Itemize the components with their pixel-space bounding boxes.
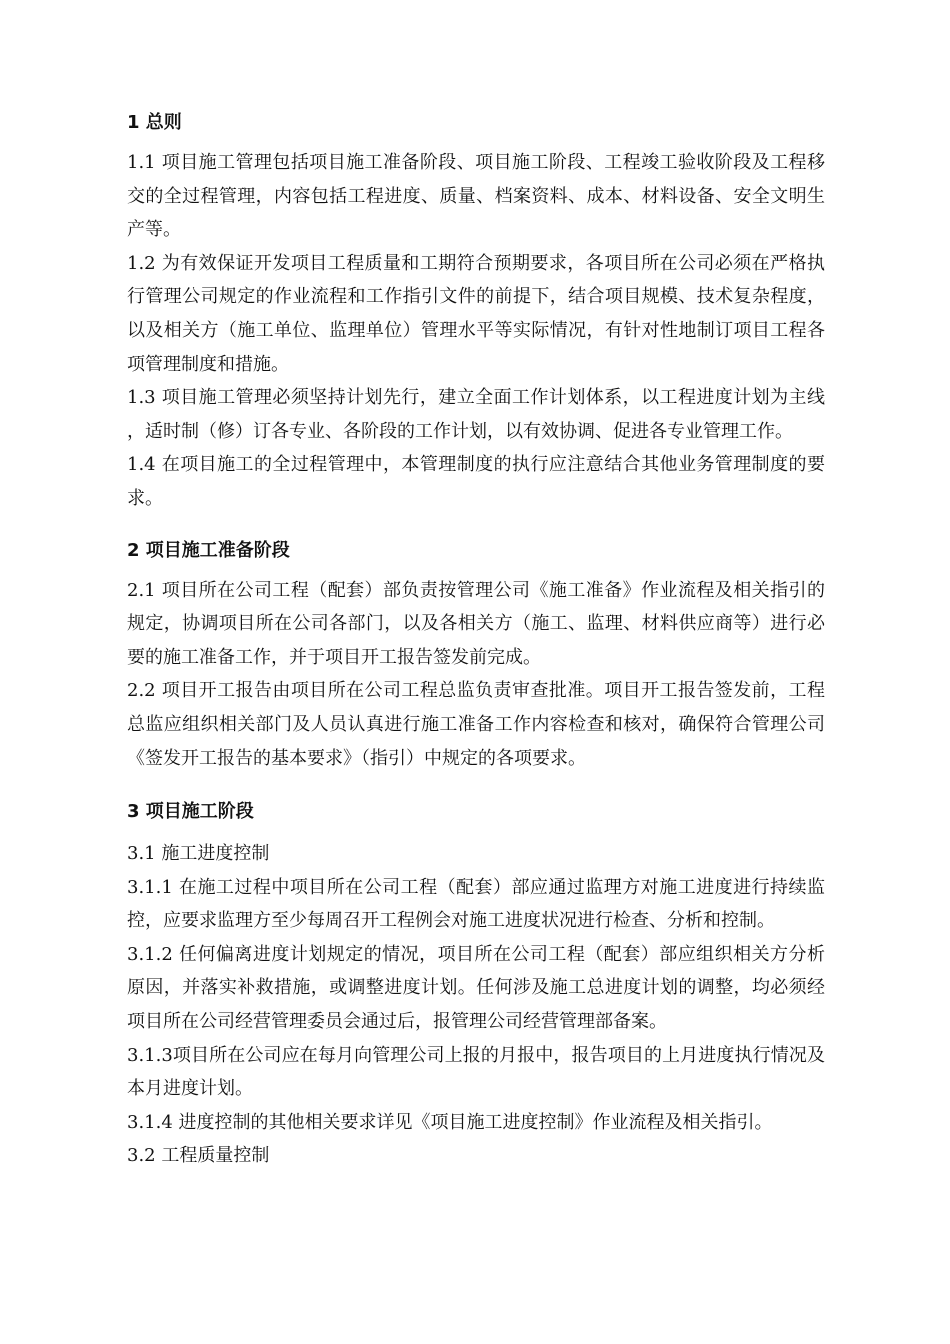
section-heading: 3 项目施工阶段: [127, 801, 254, 823]
subsection-title: 3.2 工程质量控制: [127, 1145, 270, 1167]
section-construction: [127, 795, 825, 1173]
section-heading: 2 项目施工准备阶段: [127, 539, 290, 561]
section-general: [127, 106, 825, 516]
paragraph: 2.2 项目开工报告由项目所在公司工程总监负责审查批准。项目开工报告签发前，工程总监应组织相关部门及人员认真进行施工准备工作内容检查和核对，确保符合管理公司《签发开工报告的基本要求》（指引）中规定的各项要求。: [127, 680, 825, 769]
paragraph: 1.2 为有效保证开发项目工程质量和工期符合预期要求，各项目所在公司必须在严格执行管理公司规定的作业流程和工作指引文件的前提下，结合项目规模、技术复杂程度，以及相关方（施工单位、监理单位）管理水平等实际情况，有针对性地制订项目工程各项管理制度和措施。: [127, 252, 825, 375]
paragraph: 1.4 在项目施工的全过程管理中，本管理制度的执行应注意结合其他业务管理制度的要求。: [127, 454, 825, 509]
paragraph: 3.1.3项目所在公司应在每月向管理公司上报的月报中，报告项目的上月进度执行情况及本月进度计划。: [127, 1044, 825, 1100]
paragraph: 3.1.4 进度控制的其他相关要求详见《项目施工进度控制》作业流程及相关指引。: [127, 1111, 773, 1133]
paragraph: 3.1.2 任何偏离进度计划规定的情况，项目所在公司工程（配套）部应组织相关方分析原因，并落实补救措施，或调整进度计划。任何涉及施工总进度计划的调整，均必须经项目所在公司经营管理委员会通过后，报管理公司经营管理部备案。: [127, 943, 825, 1033]
paragraph: 3.1.1 在施工过程中项目所在公司工程（配套）部应通过监理方对施工进度进行持续监控，应要求监理方至少每周召开工程例会对施工进度状况进行检查、分析和控制。: [127, 876, 825, 932]
section-heading: 1 总则: [127, 112, 182, 133]
section-preparation: [127, 534, 825, 776]
document-body: [127, 106, 825, 1173]
paragraph: 2.1 项目所在公司工程（配套）部负责按管理公司《施工准备》作业流程及相关指引的规定，协调项目所在公司各部门，以及各相关方（施工、监理、材料供应商等）进行必要的施工准备工作，并于项目开工报告签发前完成。: [127, 579, 825, 668]
subsection-title: 3.1 施工进度控制: [127, 843, 270, 865]
paragraph: 1.1 项目施工管理包括项目施工准备阶段、项目施工阶段、工程竣工验收阶段及工程移交的全过程管理，内容包括工程进度、质量、档案资料、成本、材料设备、安全文明生产等。: [127, 152, 825, 241]
paragraph: 1.3 项目施工管理必须坚持计划先行，建立全面工作计划体系，以工程进度计划为主线，适时制（修）订各专业、各阶段的工作计划，以有效协调、促进各专业管理工作。: [127, 387, 825, 442]
